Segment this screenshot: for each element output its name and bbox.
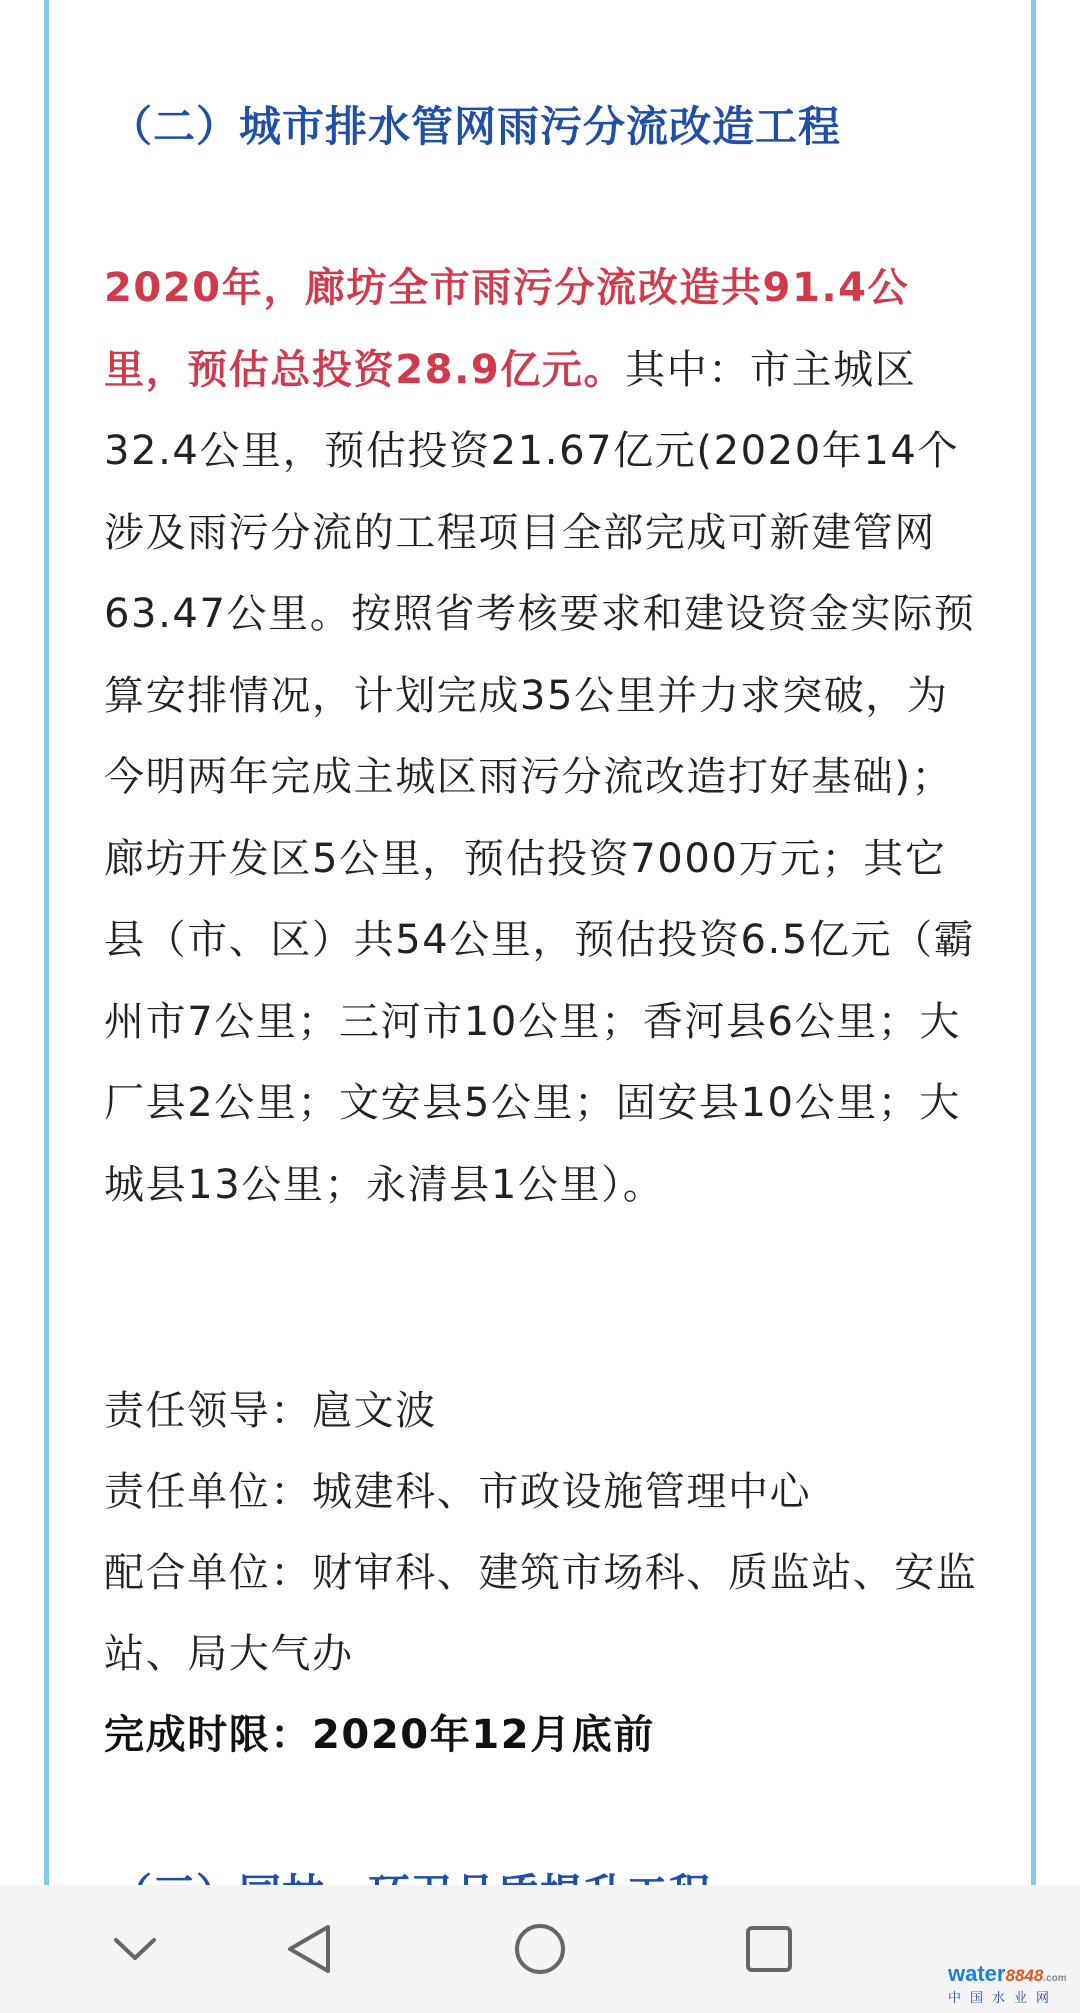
highlight-text: 2020年，廊坊全市雨污分流改造共91.4公里，预估总投资28.9亿元。 (104, 265, 910, 393)
watermark-brand: water8848.com (948, 1961, 1067, 1986)
watermark-logo (948, 1962, 1076, 2008)
back-triangle-icon[interactable] (266, 1905, 354, 1993)
chevron-down-icon[interactable] (91, 1905, 179, 1993)
watermark-subtitle: 中国水业网 (948, 1991, 1059, 2006)
navigation-bar (0, 1885, 1080, 2013)
left-border (44, 0, 49, 1885)
article-paragraph (104, 248, 984, 1226)
right-border (1031, 0, 1036, 1885)
section-title: （二）城市排水管网雨污分流改造工程 (110, 102, 842, 151)
cooperating-unit: 配合单位：财审科、建筑市场科、质监站、安监站、局大气办 (104, 1550, 978, 1677)
home-circle-icon[interactable] (496, 1905, 584, 1993)
recent-square-icon[interactable] (725, 1905, 813, 1993)
paragraph-body: 其中：市主城区32.4公里，预估投资21.67亿元(2020年14个涉及雨污分流的工程项目全部完成可新建管网63.47公里。按照省考核要求和建设资金实际预算安排情况，计划完成35公里并力求突破，为今明两年完成主城区雨污分流改造打好基础)；廊坊开发区5公里，预估投资7000万元；其它县（市、区）共54公里，预估投资6.5亿元（霸州市7公里；三河市10公里；香河县6公里；大厂县2公里；文安县5公里；固安县10公里；大城县13公里；永清县1公里）。 (104, 346, 976, 1208)
deadline: 完成时限：2020年12月底前 (104, 1712, 655, 1758)
responsible-unit: 责任单位：城建科、市政设施管理中心 (104, 1469, 812, 1515)
responsible-leader: 责任领导：扈文波 (104, 1388, 437, 1434)
article-content (104, 0, 984, 1885)
